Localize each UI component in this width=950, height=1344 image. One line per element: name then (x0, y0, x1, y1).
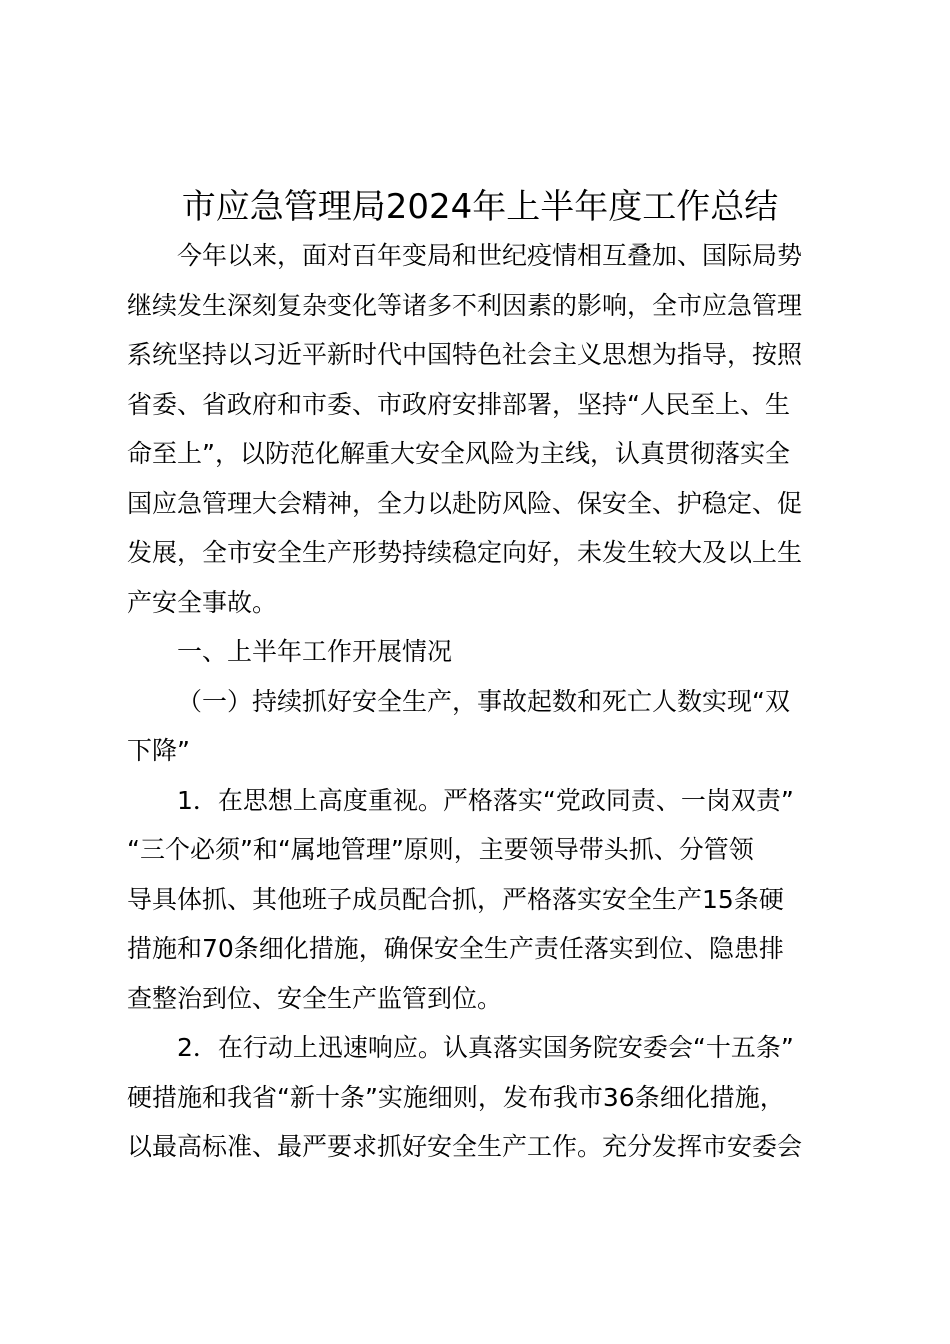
paragraph-line: 继续发生深刻复杂变化等诸多不利因素的影响，全市应急管理 (127, 290, 803, 320)
paragraph-line: 查整治到位、安全生产监管到位。 (127, 983, 503, 1013)
paragraph-line: “三个必须”和“属地管理”原则，主要领导带头抓、分管领 (127, 835, 754, 864)
paragraph-line: 产安全事故。 (127, 587, 278, 617)
paragraph-line: 2．在行动上迅速响应。认真落实国务院安委会“十五条” (177, 1033, 794, 1062)
subsection-heading-cont: 下降” (127, 736, 190, 765)
paragraph-line: 国应急管理大会精神，全力以赴防风险、保安全、护稳定、促 (127, 488, 803, 518)
paragraph-line: 命至上”，以防范化解重大安全风险为主线，认真贯彻落实全 (127, 439, 790, 468)
paragraph-line: 发展，全市安全生产形势持续稳定向好，未发生较大及以上生 (127, 538, 803, 567)
paragraph-line: 今年以来，面对百年变局和世纪疫情相互叠加、国际局势 (177, 241, 803, 270)
paragraph-line: 系统坚持以习近平新时代中国特色社会主义思想为指导，按照 (127, 340, 803, 369)
paragraph-line: 硬措施和我省“新十条”实施细则，发布我市36条细化措施， (127, 1082, 785, 1112)
section-heading: 一、上半年工作开展情况 (177, 637, 453, 666)
paragraph-line: 1．在思想上高度重视。严格落实“党政同责、一岗双责” (177, 785, 794, 815)
subsection-heading: （一）持续抓好安全生产，事故起数和死亡人数实现“双 (177, 686, 790, 716)
paragraph-line: 导具体抓、其他班子成员配合抓，严格落实安全生产15条硬 (127, 884, 784, 914)
paragraph-line: 措施和70条细化措施，确保安全生产责任落实到位、隐患排 (127, 934, 784, 963)
document-body (127, 231, 867, 1172)
paragraph-line: 以最高标准、最严要求抓好安全生产工作。充分发挥市安委会 (127, 1132, 803, 1161)
paragraph-line: 省委、省政府和市委、市政府安排部署，坚持“人民至上、生 (127, 389, 790, 419)
document-title: 市应急管理局2024年上半年度工作总结 (181, 187, 779, 227)
